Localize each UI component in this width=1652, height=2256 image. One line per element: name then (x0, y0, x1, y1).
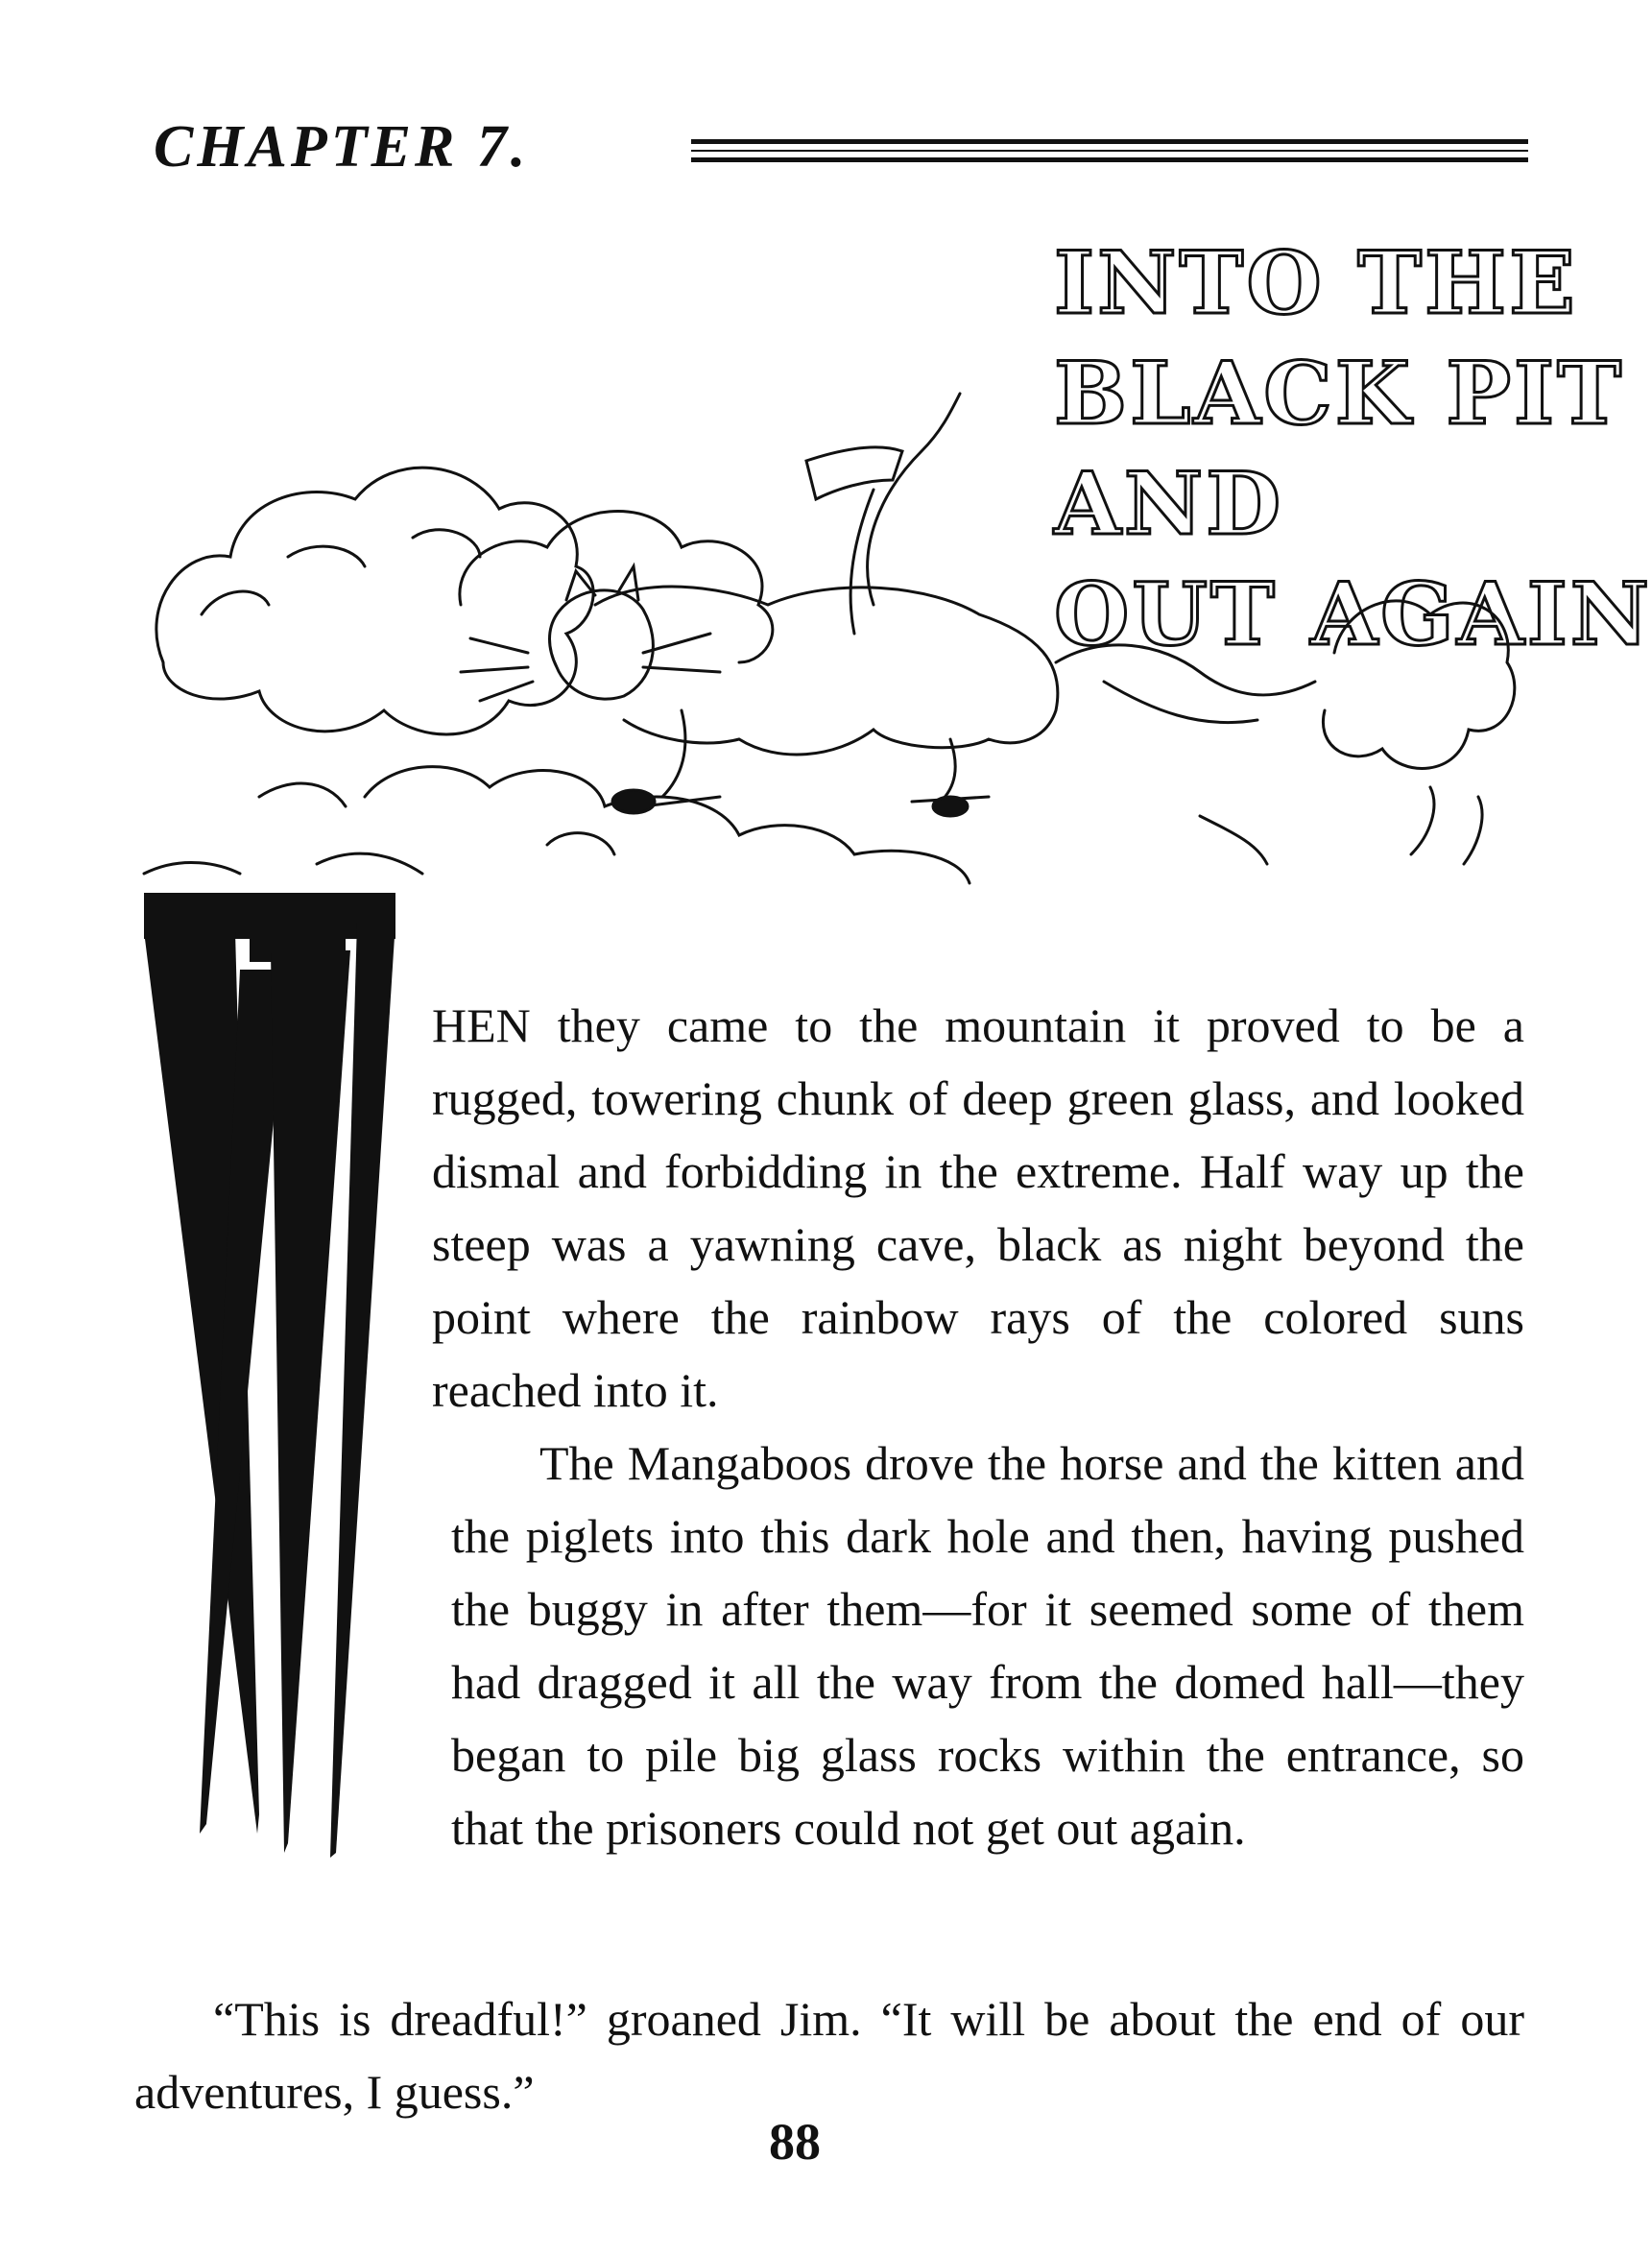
right-cloud (1323, 601, 1514, 769)
chapter-title-line-2: BLACK PIT (1054, 343, 1625, 444)
chapter-label: CHAPTER 7. (154, 114, 530, 180)
drop-cap-letter (144, 893, 403, 1872)
paragraph-1-text: they came to the mountain it proved to be a rugged, towering chunk of deep green glass, and looked dismal and forbidding in the extreme. Half way up the steep was a yawning cave, black as night beyond the point where the rainbow rays of the colored suns reached into it. (432, 998, 1524, 1417)
cat-body (595, 587, 1058, 755)
paragraph-3: “This is dreadful!” groaned Jim. “It will be about the end of our adventures, I guess.” (134, 1992, 1524, 2119)
cat-on-clouds-illustration (144, 394, 1526, 893)
chapter-title-line-4: OUT AGAIN (1054, 564, 1652, 665)
paragraph-2: The Mangaboos drove the horse and the kitten and the piglets into this dark hole and then, having pushed the buggy in after them—for it seemed some of them had dragged it all the way from the domed hall—they began to pile big glass rocks within the entrance, so that the prisoners could not get out again. (451, 1436, 1524, 1855)
chapter-title-line-3: AND (1054, 453, 1284, 555)
first-word-smallcaps: HEN (432, 998, 531, 1052)
page-number: 88 (769, 2113, 821, 2171)
left-cloud (156, 468, 593, 734)
cat-head (550, 590, 654, 699)
paragraph-1 (432, 989, 1524, 1427)
cat-tail (868, 394, 960, 605)
chapter-rule-divider (691, 139, 1528, 178)
chapter-title-line-1: INTO THE (1054, 232, 1578, 334)
middle-cloud (460, 512, 773, 663)
body-text (432, 989, 1524, 1864)
